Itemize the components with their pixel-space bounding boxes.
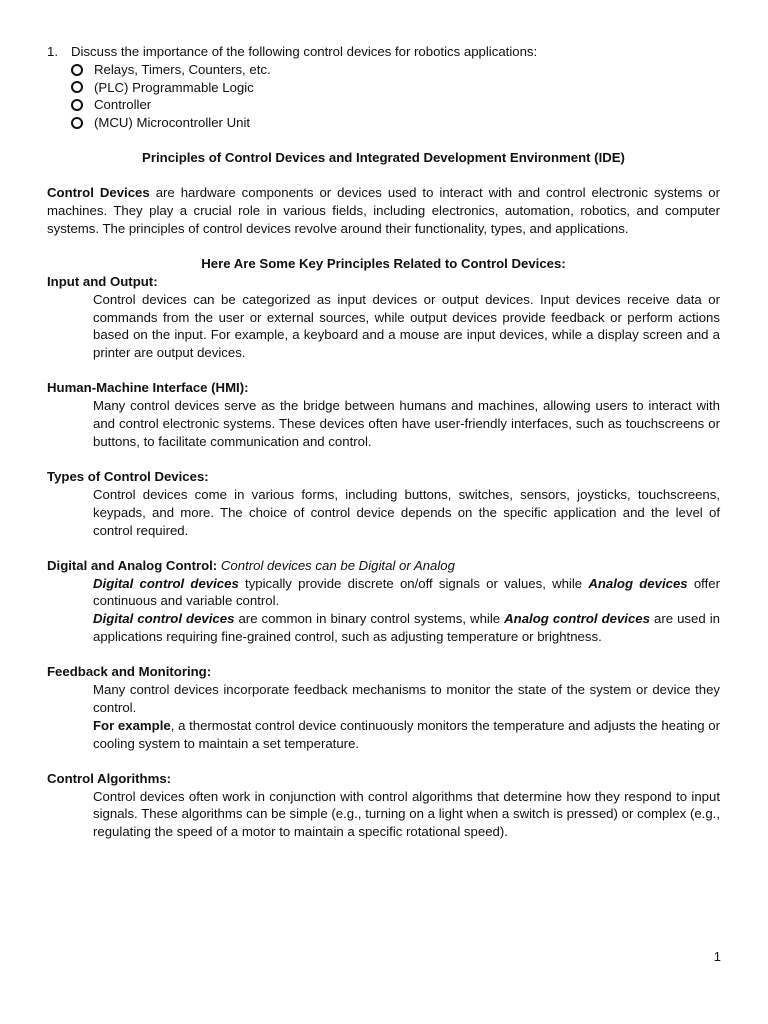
section-subheading: Control devices can be Digital or Analog — [220, 557, 455, 573]
feedback-paragraph-1: Many control devices incorporate feedback mechanisms to monitor the state of the system or device they control. — [93, 682, 720, 715]
question-items — [47, 61, 720, 132]
intro-text: are hardware components or devices used to interact with and control electronic systems or machines. They play a crucial role in various fields, including electronics, automation, robotics, and computer systems. The principles of control devices revolve around their functionality, types, and applications. — [47, 185, 721, 236]
circle-bullet-icon — [71, 81, 83, 93]
section-heading: Types of Control Devices: — [47, 469, 209, 485]
section-heading: Digital and Analog Control: — [47, 557, 218, 573]
section-heading: Input and Output: — [47, 273, 158, 289]
key-principles-title: Here Are Some Key Principles Related to Control Devices: — [201, 256, 566, 272]
circle-bullet-icon — [71, 117, 83, 129]
section-text: Control devices can be categorized as input devices or output devices. Input devices receive data or commands from the user or external sources, while output devices provide feedback or perform actions based on the input. For example, a keyboard and a mouse are input devices, while a display screen and a printer are output devices. — [93, 291, 720, 361]
intro-lead: Control Devices — [47, 185, 150, 201]
section-text: Control devices come in various forms, including buttons, switches, sensors, joysticks, touchscreens, keypads, and more. The choice of control device depends on the specific application and the level of control required. — [93, 486, 720, 538]
section-heading: Human-Machine Interface (HMI): — [47, 380, 249, 396]
list-item: Relays, Timers, Counters, etc. — [71, 61, 720, 79]
section-algorithms — [47, 770, 720, 841]
intro-paragraph — [47, 184, 720, 237]
document-title: Principles of Control Devices and Integrated Development Environment (IDE) — [142, 149, 625, 165]
list-item: Controller — [71, 96, 720, 114]
section-text: Control devices often work in conjunction with control algorithms that determine how they respond to input signals. These algorithms can be simple (e.g., turning on a light when a switch is pressed) or complex (e.g., regulating the speed of a motor to maintain a specific rotational speed). — [93, 788, 720, 840]
question — [47, 43, 720, 61]
digital-paragraph-2: Digital control devices are common in binary control systems, while Analog control devices are used in applications requiring fine-grained control, such as adjusting temperature or brightness. — [93, 611, 720, 645]
circle-bullet-icon — [71, 64, 83, 76]
section-heading-line — [47, 557, 720, 575]
section-heading: Feedback and Monitoring: — [47, 664, 212, 680]
digital-paragraph-1: Digital control devices typically provide discrete on/off signals or values, while Analog devices offer continuous and variable control. — [93, 575, 720, 609]
section-input-output — [47, 273, 720, 362]
question-number: 1. — [47, 44, 58, 59]
section-text: Many control devices serve as the bridge between humans and machines, allowing users to interact with and control electronic systems. These devices often have user-friendly interfaces, such as touchscreens or buttons, to facilitate communication and control. — [93, 398, 720, 449]
section-types — [47, 468, 720, 539]
page-number: 1 — [713, 949, 721, 964]
section-heading: Control Algorithms: — [47, 770, 172, 786]
section-hmi — [47, 379, 720, 450]
section-digital-analog — [47, 557, 720, 646]
page-content — [47, 43, 720, 841]
circle-bullet-icon — [71, 99, 83, 111]
feedback-paragraph-2: For example, a thermostat control device continuously monitors the temperature and adjusts the heating or cooling system to maintain a set temperature. — [93, 717, 720, 751]
question-text: Discuss the importance of the following control devices for robotics applications: — [71, 44, 538, 59]
list-item: (MCU) Microcontroller Unit — [71, 114, 720, 132]
list-item: (PLC) Programmable Logic — [71, 79, 720, 97]
section-feedback — [47, 663, 720, 752]
